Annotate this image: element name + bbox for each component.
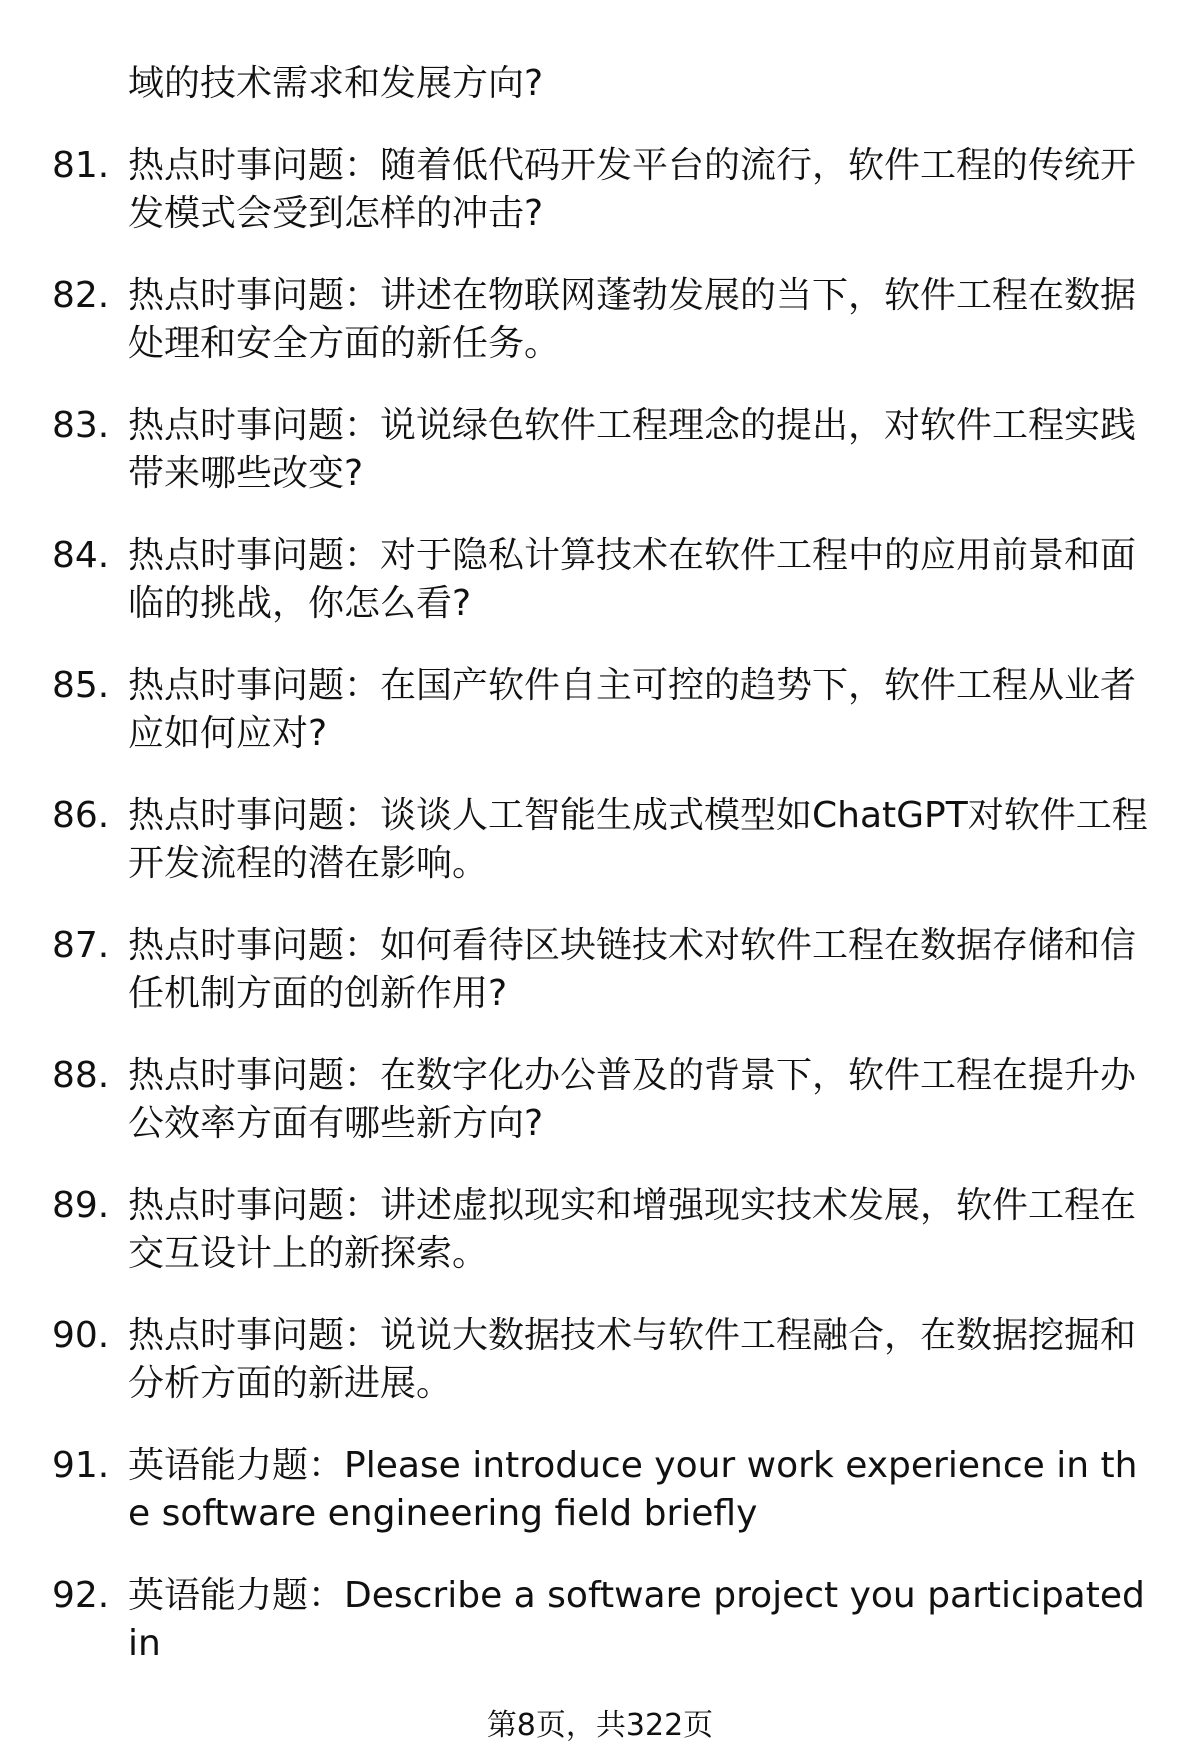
- question-number: 89.: [52, 1185, 110, 1226]
- question-item: [0, 1312, 1200, 1408]
- question-text: 热点时事问题：说说绿色软件工程理念的提出，对软件工程实践带来哪些改变?: [128, 405, 1137, 494]
- question-text: 热点时事问题：说说大数据技术与软件工程融合，在数据挖掘和分析方面的新进展。: [128, 1315, 1137, 1404]
- question-number: 85.: [52, 665, 110, 706]
- question-number: 81.: [52, 145, 110, 186]
- page-footer: [0, 1706, 1200, 1746]
- question-text: 英语能力题：Please introduce your work experience in the software engineering field briefly: [128, 1445, 1138, 1534]
- question-item: [0, 1052, 1200, 1148]
- question-text: 热点时事问题：随着低代码开发平台的流行，软件工程的传统开发模式会受到怎样的冲击?: [128, 145, 1137, 234]
- question-text: 热点时事问题：在数字化办公普及的背景下，软件工程在提升办公效率方面有哪些新方向?: [128, 1055, 1137, 1144]
- question-text: 热点时事问题：讲述在物联网蓬勃发展的当下，软件工程在数据处理和安全方面的新任务。: [128, 275, 1137, 364]
- question-number: 91.: [52, 1445, 110, 1486]
- question-item: [0, 532, 1200, 628]
- question-item: [0, 1442, 1200, 1538]
- question-text: 热点时事问题：谈谈人工智能生成式模型如ChatGPT对软件工程开发流程的潜在影响。: [128, 795, 1148, 884]
- question-item: [0, 142, 1200, 238]
- question-text: 热点时事问题：对于隐私计算技术在软件工程中的应用前景和面临的挑战，你怎么看?: [128, 535, 1137, 624]
- continued-question-text: 域的技术需求和发展方向?: [128, 63, 544, 104]
- question-number: 86.: [52, 795, 110, 836]
- question-number: 90.: [52, 1315, 110, 1356]
- question-item: [0, 1572, 1200, 1668]
- question-text: 英语能力题：Describe a software project you participated in: [128, 1575, 1157, 1664]
- question-number: 84.: [52, 535, 110, 576]
- question-text: 热点时事问题：讲述虚拟现实和增强现实技术发展，软件工程在交互设计上的新探索。: [128, 1185, 1137, 1274]
- question-text: 热点时事问题：如何看待区块链技术对软件工程在数据存储和信任机制方面的创新作用?: [128, 925, 1137, 1014]
- question-item: [0, 792, 1200, 888]
- question-text: 热点时事问题：在国产软件自主可控的趋势下，软件工程从业者应如何应对?: [128, 665, 1137, 754]
- question-number: 88.: [52, 1055, 110, 1096]
- question-item: [0, 1182, 1200, 1278]
- question-number: 87.: [52, 925, 110, 966]
- question-number: 82.: [52, 275, 110, 316]
- question-item: [0, 272, 1200, 368]
- question-item: [0, 662, 1200, 758]
- question-number: 83.: [52, 405, 110, 446]
- question-item: [0, 402, 1200, 498]
- question-number: 92.: [52, 1575, 110, 1616]
- question-list: [0, 60, 1200, 1668]
- question-item: [0, 922, 1200, 1018]
- page-indicator: 第8页，共322页: [486, 1708, 714, 1743]
